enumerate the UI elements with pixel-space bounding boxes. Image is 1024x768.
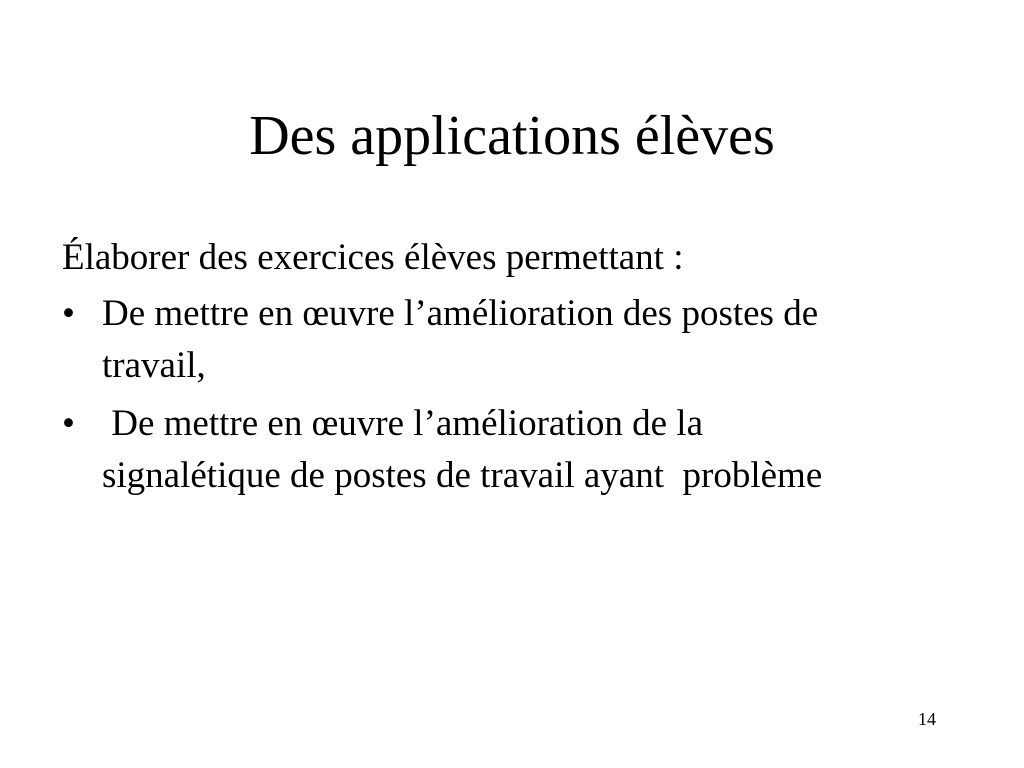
- bullet-line: De mettre en œuvre l’amélioration de la: [102, 403, 703, 444]
- bullet-item: [62, 398, 1012, 502]
- bullet-item: [62, 288, 1012, 392]
- bullet-icon: •: [62, 403, 75, 444]
- bullet-list: [62, 288, 1012, 502]
- intro-text: Élaborer des exercices élèves permettant :: [62, 237, 684, 278]
- slide-body: [62, 232, 1012, 508]
- bullet-icon: •: [62, 293, 75, 334]
- bullet-line: travail,: [102, 345, 206, 386]
- bullet-line: De mettre en œuvre l’amélioration des postes de: [102, 293, 819, 334]
- bullet-line: signalétique de postes de travail ayant problème: [102, 455, 823, 496]
- page-number: 14: [918, 709, 936, 729]
- bullet-text: [102, 398, 1012, 502]
- slide-title: Des applications élèves: [249, 105, 775, 167]
- bullet-text: [102, 288, 1012, 392]
